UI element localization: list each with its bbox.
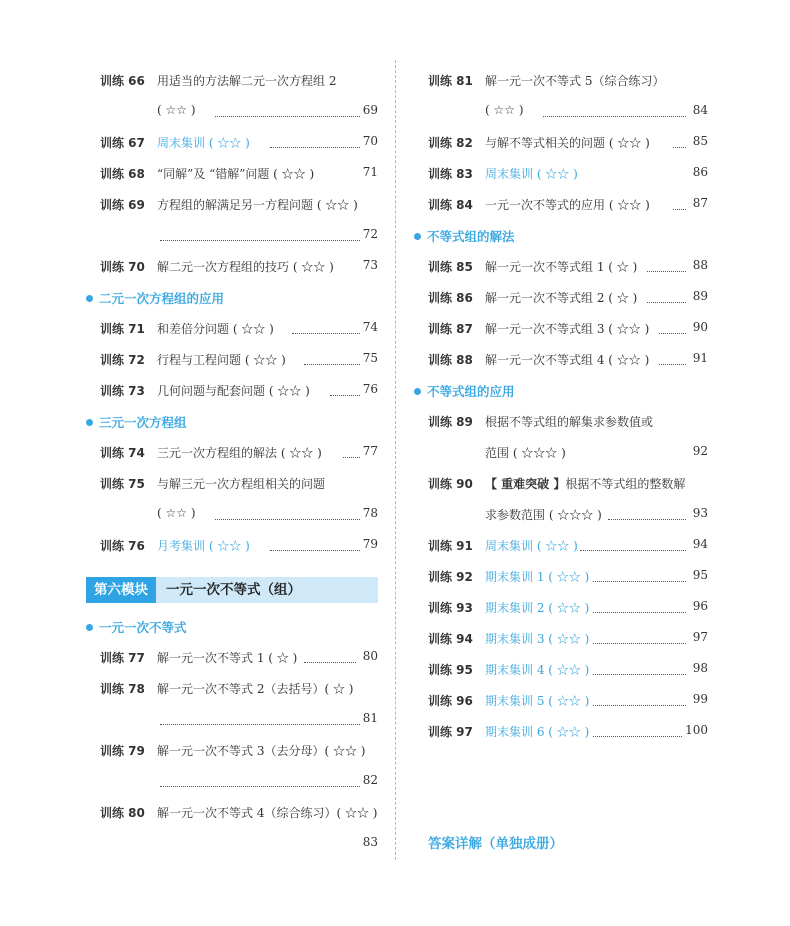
toc-entry[interactable]: 训练 97 期末集训 6 ( ☆☆ ) 100 (428, 723, 708, 739)
dot-leader (673, 203, 686, 210)
dot-leader (215, 110, 360, 117)
module-title: 一元一次不等式（组） (166, 582, 301, 598)
dot-leader (593, 699, 686, 706)
module-tag: 第六模块 (86, 577, 156, 603)
toc-entry[interactable]: 训练 68 “同解”及 “错解”问题 ( ☆☆ ) 71 (100, 165, 378, 181)
dot-leader (673, 141, 686, 148)
answer-key-note[interactable]: 答案详解（单独成册） (428, 836, 563, 852)
dot-leader (304, 656, 356, 663)
dot-leader (292, 327, 360, 334)
dot-leader (647, 296, 686, 303)
dot-leader (659, 358, 686, 365)
toc-entry[interactable]: 训练 93 期末集训 2 ( ☆☆ ) 96 (428, 599, 708, 615)
toc-entry[interactable]: 训练 90 【 重难突破 】根据不等式组的整数解 (428, 477, 686, 491)
dot-leader (659, 327, 686, 334)
toc-entry-continued[interactable]: 求参数范围 ( ☆☆☆ ) 93 (485, 506, 708, 522)
dot-leader (543, 110, 686, 117)
dot-leader (593, 637, 686, 644)
toc-entry[interactable]: 训练 91 周末集训 ( ☆☆ ) 94 (428, 537, 708, 553)
section-heading: 二元一次方程组的应用 (86, 289, 224, 307)
toc-entry[interactable]: 训练 92 期末集训 1 ( ☆☆ ) 95 (428, 568, 708, 584)
toc-entry-continued[interactable]: 83 (362, 835, 378, 849)
toc-entry[interactable]: 训练 85 解一元一次不等式组 1 ( ☆ ) 88 (428, 258, 708, 274)
module-header (86, 577, 378, 603)
toc-entry[interactable]: 训练 73 几何问题与配套问题 ( ☆☆ ) 76 (100, 382, 378, 398)
dot-leader (330, 389, 360, 396)
toc-entry[interactable]: 训练 86 解一元一次不等式组 2 ( ☆ ) 89 (428, 289, 708, 305)
toc-entry[interactable]: 训练 87 解一元一次不等式组 3 ( ☆☆ ) 90 (428, 320, 708, 336)
dot-leader (304, 358, 360, 365)
toc-entry[interactable]: 训练 75 与解三元一次方程组相关的问题 (100, 477, 326, 491)
toc-entry[interactable]: 训练 66 用适当的方法解二元一次方程组 2 (100, 74, 337, 88)
dot-leader (580, 544, 686, 551)
toc-entry[interactable]: 训练 77 解一元一次不等式 1 ( ☆ ) 80 (100, 649, 378, 665)
dot-leader (160, 234, 360, 241)
toc-entry[interactable]: 训练 70 解二元一次方程组的技巧 ( ☆☆ ) 73 (100, 258, 378, 274)
dot-leader (593, 730, 682, 737)
bullet-dot-icon (86, 419, 93, 426)
section-heading: 一元一次不等式 (86, 618, 187, 636)
section-heading: 不等式组的应用 (414, 382, 515, 400)
toc-entry[interactable]: 训练 76 月考集训 ( ☆☆ ) 79 (100, 537, 378, 553)
toc-entry[interactable]: 训练 95 期末集训 4 ( ☆☆ ) 98 (428, 661, 708, 677)
dot-leader (270, 544, 360, 551)
toc-entry[interactable]: 训练 80 解一元一次不等式 4（综合练习）( ☆☆ ) (100, 806, 378, 820)
dot-leader (593, 606, 686, 613)
toc-entry[interactable]: 训练 96 期末集训 5 ( ☆☆ ) 99 (428, 692, 708, 708)
toc-entry-continued[interactable]: ( ☆☆ ) 84 (485, 103, 708, 117)
toc-entry[interactable]: 训练 67 周末集训 ( ☆☆ ) 70 (100, 134, 378, 150)
column-divider (395, 60, 396, 860)
toc-entry[interactable]: 训练 84 一元一次不等式的应用 ( ☆☆ ) 87 (428, 196, 708, 212)
bullet-dot-icon (86, 295, 93, 302)
bullet-dot-icon (86, 624, 93, 631)
toc-entry[interactable]: 训练 78 解一元一次不等式 2（去括号）( ☆ ) (100, 682, 354, 696)
bullet-dot-icon (414, 233, 421, 240)
section-heading: 三元一次方程组 (86, 413, 187, 431)
toc-entry[interactable]: 训练 74 三元一次方程组的解法 ( ☆☆ ) 77 (100, 444, 378, 460)
toc-entry[interactable]: 训练 72 行程与工程问题 ( ☆☆ ) 75 (100, 351, 378, 367)
section-heading: 不等式组的解法 (414, 227, 515, 245)
toc-entry-continued[interactable]: ( ☆☆ ) 78 (157, 506, 378, 520)
dot-leader (593, 575, 686, 582)
dot-leader (593, 668, 686, 675)
toc-entry[interactable]: 训练 94 期末集训 3 ( ☆☆ ) 97 (428, 630, 708, 646)
toc-entry[interactable]: 训练 82 与解不等式相关的问题 ( ☆☆ ) 85 (428, 134, 708, 150)
toc-entry[interactable]: 训练 83 周末集训 ( ☆☆ ) 86 (428, 165, 708, 181)
dot-leader (270, 141, 360, 148)
bullet-dot-icon (414, 388, 421, 395)
toc-entry[interactable]: 训练 88 解一元一次不等式组 4 ( ☆☆ ) 91 (428, 351, 708, 367)
toc-entry[interactable]: 训练 89 根据不等式组的解集求参数值或 (428, 415, 654, 429)
toc-entry-continued[interactable]: 72 (100, 227, 378, 249)
difficulty-tag: 【 重难突破 】 (485, 477, 566, 491)
toc-entry-continued[interactable]: 81 (100, 711, 378, 733)
dot-leader (608, 513, 686, 520)
toc-entry[interactable]: 训练 81 解一元一次不等式 5（综合练习） (428, 74, 665, 88)
toc-entry-continued[interactable]: ( ☆☆ ) 69 (157, 103, 378, 117)
dot-leader (160, 718, 360, 725)
dot-leader (343, 451, 360, 458)
toc-entry[interactable]: 训练 79 解一元一次不等式 3（去分母）( ☆☆ ) (100, 744, 366, 758)
toc-entry-continued[interactable]: 82 (100, 773, 378, 795)
toc-entry[interactable]: 训练 69 方程组的解满足另一方程问题 ( ☆☆ ) (100, 198, 358, 212)
dot-leader (647, 265, 686, 272)
dot-leader (215, 513, 360, 520)
toc-entry[interactable]: 训练 71 和差倍分问题 ( ☆☆ ) 74 (100, 320, 378, 336)
toc-entry-continued[interactable]: 范围 ( ☆☆☆ ) 92 (485, 444, 708, 460)
dot-leader (160, 780, 360, 787)
